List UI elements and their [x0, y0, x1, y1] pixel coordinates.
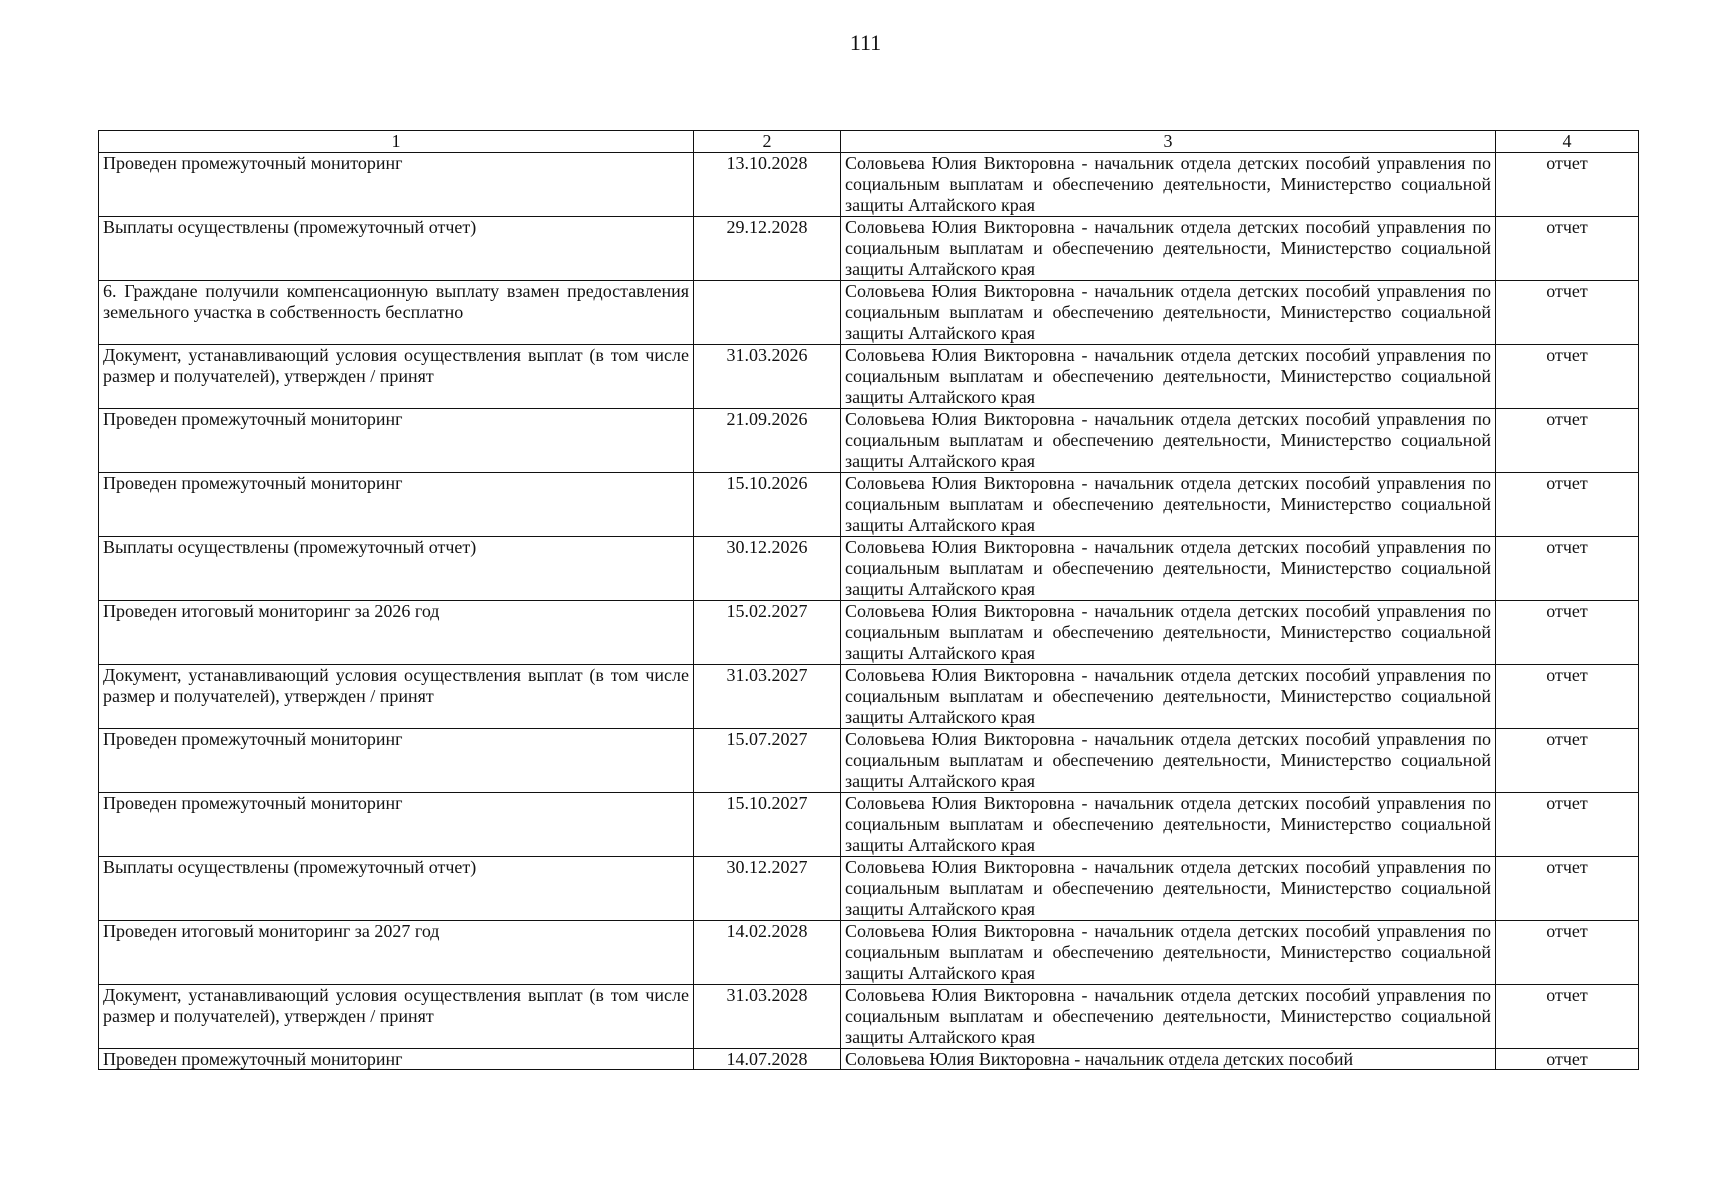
responsible-cell: Соловьева Юлия Викторовна - начальник отдела детских пособий управления по социальным выплатам и обеспечению деятельности, Министерство социальной защиты Алтайского края: [841, 857, 1496, 921]
responsible-cell: Соловьева Юлия Викторовна - начальник отдела детских пособий управления по социальным выплатам и обеспечению деятельности, Министерство социальной защиты Алтайского края: [841, 793, 1496, 857]
responsible-cell: Соловьева Юлия Викторовна - начальник отдела детских пособий управления по социальным выплатам и обеспечению деятельности, Министерство социальной защиты Алтайского края: [841, 281, 1496, 345]
event-cell: Выплаты осуществлены (промежуточный отчет): [99, 217, 694, 281]
responsible-cell: Соловьева Юлия Викторовна - начальник отдела детских пособий управления по социальным выплатам и обеспечению деятельности, Министерство социальной защиты Алтайского края: [841, 665, 1496, 729]
date-cell: [694, 281, 841, 345]
responsible-cell: Соловьева Юлия Викторовна - начальник отдела детских пособий управления по социальным выплатам и обеспечению деятельности, Министерство социальной защиты Алтайского края: [841, 921, 1496, 985]
document-cell: отчет: [1496, 473, 1639, 537]
event-cell: Проведен итоговый мониторинг за 2026 год: [99, 601, 694, 665]
document-cell: отчет: [1496, 985, 1639, 1049]
responsible-cell: Соловьева Юлия Викторовна - начальник отдела детских пособий: [841, 1049, 1496, 1070]
table-row: [99, 921, 1639, 985]
table-row: [99, 857, 1639, 921]
date-cell: 30.12.2027: [694, 857, 841, 921]
date-cell: 15.02.2027: [694, 601, 841, 665]
table-row: [99, 473, 1639, 537]
document-cell: отчет: [1496, 921, 1639, 985]
date-cell: 13.10.2028: [694, 153, 841, 217]
column-header-1: 1: [99, 131, 694, 153]
responsible-cell: Соловьева Юлия Викторовна - начальник отдела детских пособий управления по социальным выплатам и обеспечению деятельности, Министерство социальной защиты Алтайского края: [841, 601, 1496, 665]
date-cell: 15.07.2027: [694, 729, 841, 793]
date-cell: 31.03.2028: [694, 985, 841, 1049]
document-cell: отчет: [1496, 857, 1639, 921]
table-row: [99, 729, 1639, 793]
table-row: [99, 345, 1639, 409]
table-row: [99, 281, 1639, 345]
column-header-2: 2: [694, 131, 841, 153]
event-cell: Проведен промежуточный мониторинг: [99, 473, 694, 537]
date-cell: 21.09.2026: [694, 409, 841, 473]
event-cell: Проведен промежуточный мониторинг: [99, 153, 694, 217]
table-row: [99, 1049, 1639, 1070]
responsible-cell: Соловьева Юлия Викторовна - начальник отдела детских пособий управления по социальным выплатам и обеспечению деятельности, Министерство социальной защиты Алтайского края: [841, 345, 1496, 409]
document-cell: отчет: [1496, 729, 1639, 793]
document-cell: отчет: [1496, 409, 1639, 473]
responsible-cell: Соловьева Юлия Викторовна - начальник отдела детских пособий управления по социальным выплатам и обеспечению деятельности, Министерство социальной защиты Алтайского края: [841, 153, 1496, 217]
document-cell: отчет: [1496, 665, 1639, 729]
column-header-4: 4: [1496, 131, 1639, 153]
event-cell: Проведен промежуточный мониторинг: [99, 729, 694, 793]
event-cell: Документ, устанавливающий условия осуществления выплат (в том числе размер и получателей), утвержден / принят: [99, 665, 694, 729]
event-cell: Проведен промежуточный мониторинг: [99, 409, 694, 473]
date-cell: 31.03.2026: [694, 345, 841, 409]
table-row: [99, 409, 1639, 473]
date-cell: 14.07.2028: [694, 1049, 841, 1070]
date-cell: 29.12.2028: [694, 217, 841, 281]
page-number: 111: [849, 30, 882, 55]
document-cell: отчет: [1496, 793, 1639, 857]
event-cell: Выплаты осуществлены (промежуточный отчет): [99, 537, 694, 601]
date-cell: 15.10.2026: [694, 473, 841, 537]
responsible-cell: Соловьева Юлия Викторовна - начальник отдела детских пособий управления по социальным выплатам и обеспечению деятельности, Министерство социальной защиты Алтайского края: [841, 985, 1496, 1049]
responsible-cell: Соловьева Юлия Викторовна - начальник отдела детских пособий управления по социальным выплатам и обеспечению деятельности, Министерство социальной защиты Алтайского края: [841, 537, 1496, 601]
event-cell: Проведен итоговый мониторинг за 2027 год: [99, 921, 694, 985]
table-row: [99, 153, 1639, 217]
table-row: [99, 665, 1639, 729]
event-cell: Проведен промежуточный мониторинг: [99, 793, 694, 857]
document-cell: отчет: [1496, 153, 1639, 217]
event-cell: Выплаты осуществлены (промежуточный отчет): [99, 857, 694, 921]
document-cell: отчет: [1496, 601, 1639, 665]
table-row: [99, 601, 1639, 665]
table-row: [99, 793, 1639, 857]
document-cell: отчет: [1496, 217, 1639, 281]
schedule-table: [98, 130, 1639, 1070]
table-row: [99, 537, 1639, 601]
event-cell: 6. Граждане получили компенсационную выплату взамен предоставления земельного участка в собственность бесплатно: [99, 281, 694, 345]
column-header-3: 3: [841, 131, 1496, 153]
document-cell: отчет: [1496, 537, 1639, 601]
event-cell: Проведен промежуточный мониторинг: [99, 1049, 694, 1070]
responsible-cell: Соловьева Юлия Викторовна - начальник отдела детских пособий управления по социальным выплатам и обеспечению деятельности, Министерство социальной защиты Алтайского края: [841, 729, 1496, 793]
document-cell: отчет: [1496, 345, 1639, 409]
document-cell: отчет: [1496, 281, 1639, 345]
date-cell: 31.03.2027: [694, 665, 841, 729]
date-cell: 15.10.2027: [694, 793, 841, 857]
responsible-cell: Соловьева Юлия Викторовна - начальник отдела детских пособий управления по социальным выплатам и обеспечению деятельности, Министерство социальной защиты Алтайского края: [841, 473, 1496, 537]
responsible-cell: Соловьева Юлия Викторовна - начальник отдела детских пособий управления по социальным выплатам и обеспечению деятельности, Министерство социальной защиты Алтайского края: [841, 409, 1496, 473]
responsible-cell: Соловьева Юлия Викторовна - начальник отдела детских пособий управления по социальным выплатам и обеспечению деятельности, Министерство социальной защиты Алтайского края: [841, 217, 1496, 281]
table-header-row: [99, 131, 1639, 153]
table-row: [99, 217, 1639, 281]
date-cell: 14.02.2028: [694, 921, 841, 985]
document-cell: отчет: [1496, 1049, 1639, 1070]
table-row: [99, 985, 1639, 1049]
date-cell: 30.12.2026: [694, 537, 841, 601]
event-cell: Документ, устанавливающий условия осуществления выплат (в том числе размер и получателей), утвержден / принят: [99, 985, 694, 1049]
event-cell: Документ, устанавливающий условия осуществления выплат (в том числе размер и получателей), утвержден / принят: [99, 345, 694, 409]
